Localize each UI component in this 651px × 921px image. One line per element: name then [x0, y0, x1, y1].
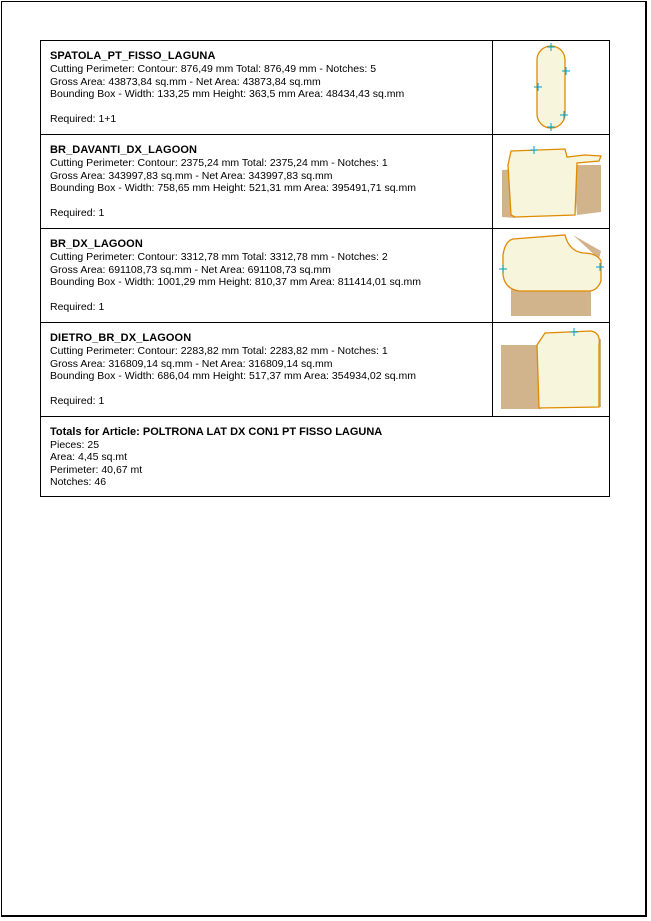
bounding-box-info: Bounding Box - Width: 133,25 mm Height: 363,5 mm Area: 48434,43 sq.mm	[50, 88, 405, 100]
bounding-box-info: Bounding Box - Width: 758,65 mm Height: 521,31 mm Area: 395491,71 sq.mm	[50, 182, 416, 194]
required-quantity: Required: 1	[50, 394, 105, 407]
piece-thumbnail	[493, 229, 609, 322]
area-info: Gross Area: 691108,73 sq.mm - Net Area: 691108,73 sq.mm	[50, 263, 331, 276]
piece-shape-icon	[493, 229, 609, 323]
total-area: Area: 4,45 sq.mt	[50, 451, 128, 464]
piece-name: BR_DX_LAGOON	[50, 238, 143, 250]
cutting-perimeter: Cutting Perimeter: Contour: 2375,24 mm Total: 2375,24 mm - Notches: 1	[50, 157, 388, 169]
totals-title: Totals for Article: POLTRONA LAT DX CON1 PT FISSO LAGUNA	[50, 426, 383, 438]
piece-row	[41, 323, 609, 417]
piece-shape-icon	[493, 135, 609, 229]
article-totals	[41, 417, 609, 496]
piece-info	[41, 135, 493, 228]
piece-info	[41, 323, 493, 416]
piece-thumbnail	[493, 41, 609, 134]
piece-row	[41, 135, 609, 229]
piece-report-table	[40, 40, 610, 497]
piece-info	[41, 229, 493, 322]
piece-row	[41, 229, 609, 323]
required-quantity: Required: 1	[50, 300, 105, 313]
piece-name: BR_DAVANTI_DX_LAGOON	[50, 144, 198, 156]
bounding-box-info: Bounding Box - Width: 1001,29 mm Height: 810,37 mm Area: 811414,01 sq.mm	[50, 276, 422, 288]
piece-name: SPATOLA_PT_FISSO_LAGUNA	[50, 50, 216, 62]
piece-thumbnail	[493, 323, 609, 416]
required-quantity: Required: 1	[50, 206, 105, 219]
piece-shape-icon	[493, 323, 609, 417]
piece-info	[41, 41, 493, 134]
total-notches: Notches: 46	[50, 475, 107, 488]
piece-thumbnail	[493, 135, 609, 228]
area-info: Gross Area: 343997,83 sq.mm - Net Area: 343997,83 sq.mm	[50, 169, 333, 182]
cutting-perimeter: Cutting Perimeter: Contour: 3312,78 mm Total: 3312,78 mm - Notches: 2	[50, 251, 388, 263]
required-quantity: Required: 1+1	[50, 112, 117, 125]
cutting-perimeter: Cutting Perimeter: Contour: 2283,82 mm Total: 2283,82 mm - Notches: 1	[50, 345, 388, 357]
total-pieces: Pieces: 25	[50, 439, 100, 451]
piece-row	[41, 41, 609, 135]
area-info: Gross Area: 43873,84 sq.mm - Net Area: 43873,84 sq.mm	[50, 75, 321, 88]
piece-shape-icon	[493, 41, 609, 135]
piece-name: DIETRO_BR_DX_LAGOON	[50, 332, 192, 344]
total-perimeter: Perimeter: 40,67 mt	[50, 463, 143, 476]
cutting-perimeter: Cutting Perimeter: Contour: 876,49 mm Total: 876,49 mm - Notches: 5	[50, 63, 377, 75]
area-info: Gross Area: 316809,14 sq.mm - Net Area: 316809,14 sq.mm	[50, 357, 333, 370]
bounding-box-info: Bounding Box - Width: 686,04 mm Height: 517,37 mm Area: 354934,02 sq.mm	[50, 370, 416, 382]
